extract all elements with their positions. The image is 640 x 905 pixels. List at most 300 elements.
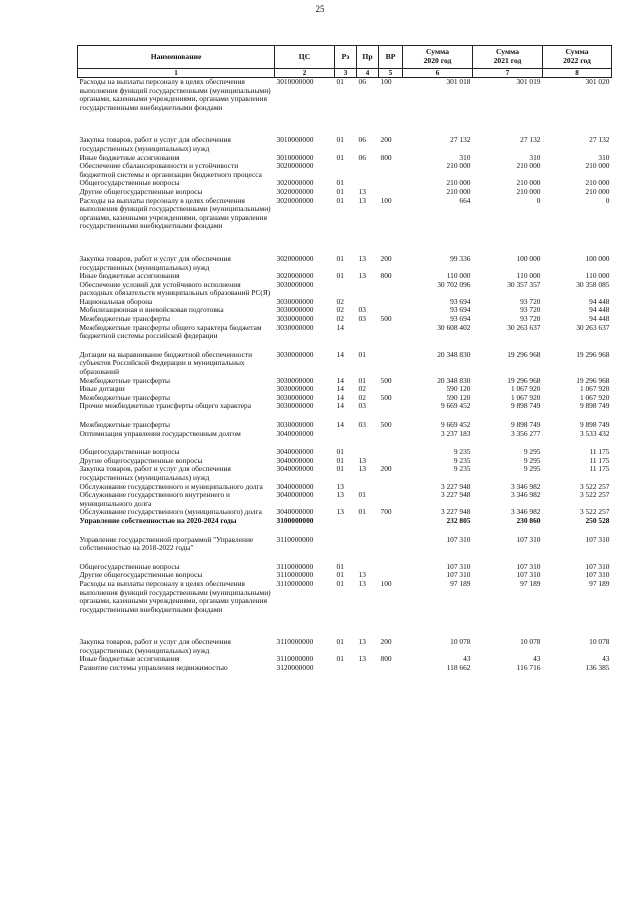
- row-name: Иные бюджетные ассигнования: [79, 272, 180, 281]
- row-sum-2020: 27 132: [450, 136, 471, 145]
- row-sum-2022: 250 528: [585, 516, 610, 525]
- row-code: 3030000000: [276, 402, 314, 411]
- table-row: [78, 154, 612, 163]
- row-name: Закупка товаров, работ и услуг для обеспечения государственных (муниципальных) нужд: [79, 465, 231, 482]
- row-pr: [357, 563, 379, 572]
- row-name: Межбюджетные трансферты общего характера бюджетам бюджетной системы российской федерации: [79, 323, 262, 341]
- row-vr: 100: [380, 196, 392, 205]
- table-row: [78, 162, 612, 179]
- row-vr: [379, 664, 403, 673]
- row-pr: [357, 517, 379, 526]
- row-sum-2021: 10 078: [520, 638, 541, 647]
- row-name: Закупка товаров, работ и услуг для обеспечения государственных (муниципальных) нужд: [79, 638, 231, 655]
- row-sum-2021: 3 346 982: [510, 482, 541, 491]
- row-rz: 01: [336, 655, 344, 664]
- row-spacer: [78, 438, 612, 448]
- row-pr: [357, 324, 379, 341]
- row-sum-2022: 3 522 257: [579, 482, 610, 491]
- row-sum-2022: 30 358 085: [576, 280, 610, 289]
- row-sum-2020: 20 348 830: [437, 376, 471, 385]
- row-rz: 01: [336, 571, 344, 580]
- table-row: [78, 465, 612, 482]
- row-sum-2022: 9 898 749: [579, 402, 610, 411]
- row-sum-2022: 301 020: [585, 77, 610, 86]
- table-row: [78, 508, 612, 517]
- row-sum-2020: 30 608 402: [437, 323, 471, 332]
- row-pr: [357, 664, 379, 673]
- row-vr: [379, 298, 403, 307]
- row-spacer: [78, 526, 612, 536]
- row-sum-2020: 93 694: [450, 297, 471, 306]
- table-header-row: [78, 46, 612, 69]
- row-vr: [379, 351, 403, 377]
- row-vr: 700: [380, 508, 392, 517]
- table-row: [78, 421, 612, 430]
- row-code: 3030000000: [276, 315, 314, 324]
- row-sum-2020: 93 694: [450, 315, 471, 324]
- row-name: Расходы на выплаты персоналу в целях обеспечения выполнения функций государственными (муниципальными) органами, казенными учреждениями, органами управления государственными внебюджетными фондами: [79, 77, 271, 112]
- row-sum-2022: 1 067 920: [579, 385, 610, 394]
- row-code: 3120000000: [276, 664, 314, 673]
- row-sum-2020: 301 018: [446, 77, 471, 86]
- row-sum-2021: 110 000: [516, 272, 541, 281]
- row-sum-2020: 10 078: [450, 638, 471, 647]
- row-pr: 13: [358, 272, 366, 281]
- row-name: Национальная оборона: [79, 297, 153, 306]
- row-vr: 500: [380, 315, 392, 324]
- row-name: Обеспечение сбалансированности и устойчивости бюджетной системы и организации бюджетного процесса: [79, 162, 262, 179]
- row-sum-2021: 107 310: [516, 535, 541, 544]
- row-rz: 01: [336, 77, 344, 86]
- row-vr: [379, 162, 403, 179]
- row-rz: 01: [336, 136, 344, 145]
- row-code: 3110000000: [276, 579, 314, 588]
- row-sum-2021: 0: [536, 196, 541, 205]
- row-sum-2022: 19 296 968: [576, 350, 610, 359]
- row-pr: 03: [358, 421, 366, 429]
- table-row: [78, 188, 612, 197]
- row-sum-2020: 664: [459, 196, 471, 205]
- row-code: 3030000000: [276, 376, 314, 385]
- row-pr: 03: [358, 402, 366, 411]
- row-pr: 13: [358, 571, 366, 580]
- row-rz: 01: [336, 187, 344, 196]
- row-code: 3040000000: [276, 465, 314, 474]
- row-vr: [379, 324, 403, 341]
- row-vr: 500: [380, 376, 392, 385]
- table-row: [78, 664, 612, 673]
- row-name: Общегосударственные вопросы: [79, 179, 180, 188]
- row-rz: 14: [336, 323, 344, 332]
- row-pr: 01: [358, 376, 366, 385]
- row-rz: 01: [336, 456, 344, 465]
- row-name: Управление собственностью на 2020-2024 годы: [79, 516, 237, 525]
- row-vr: 200: [380, 136, 392, 145]
- row-sum-2020: 210 000: [446, 162, 471, 171]
- row-sum-2022: 1 067 920: [579, 393, 610, 402]
- row-sum-2021: 3 356 277: [510, 429, 541, 438]
- row-vr: 100: [380, 77, 392, 86]
- row-spacer: [78, 341, 612, 351]
- row-code: 3110000000: [276, 655, 314, 664]
- table-row: [78, 78, 612, 113]
- row-pr: [357, 430, 379, 439]
- row-sum-2020: 210 000: [446, 187, 471, 196]
- row-rz: 01: [336, 638, 344, 647]
- table-row: [78, 197, 612, 231]
- row-sum-2020: 590 120: [446, 393, 471, 402]
- row-name: Обслуживание государственного и муниципального долга: [79, 482, 263, 491]
- table-row: [78, 255, 612, 272]
- row-vr: 500: [380, 421, 392, 429]
- row-sum-2022: 210 000: [585, 179, 610, 188]
- row-rz: 01: [336, 448, 344, 457]
- row-rz: 02: [336, 297, 344, 306]
- row-sum-2021: 30 263 637: [507, 323, 541, 332]
- row-pr: 02: [358, 393, 366, 402]
- row-pr: 13: [358, 196, 366, 205]
- row-rz: 01: [336, 579, 344, 588]
- col-number: 6: [403, 69, 473, 78]
- row-name: Другие общегосударственные вопросы: [79, 571, 203, 580]
- row-vr: [379, 281, 403, 298]
- row-sum-2022: 210 000: [585, 162, 610, 171]
- table-row: [78, 491, 612, 508]
- row-sum-2021: 9 295: [523, 456, 541, 465]
- row-vr: [379, 571, 403, 580]
- row-code: 3020000000: [276, 196, 314, 205]
- row-name: Иные дотации: [79, 385, 125, 394]
- row-pr: 01: [358, 350, 366, 359]
- row-sum-2020: 3 227 948: [440, 508, 471, 517]
- row-sum-2020: 3 227 948: [440, 482, 471, 491]
- col-number: 7: [473, 69, 543, 78]
- col-number: 8: [543, 69, 612, 78]
- row-rz: 13: [336, 482, 344, 491]
- row-pr: 13: [358, 465, 366, 474]
- row-name: Расходы на выплаты персоналу в целях обеспечения выполнения функций государственными (муниципальными) органами, казенными учреждениями, органами управления государственными внебюджетными фондами: [79, 196, 271, 231]
- page-number: 25: [315, 4, 325, 14]
- row-rz: 13: [336, 491, 344, 500]
- row-rz: 02: [336, 315, 344, 324]
- row-pr: 13: [358, 456, 366, 465]
- row-sum-2020: 310: [459, 153, 471, 162]
- row-sum-2020: 9 235: [453, 456, 471, 465]
- table-row: [78, 448, 612, 457]
- row-sum-2022: 310: [598, 153, 610, 162]
- row-pr: 13: [358, 579, 366, 588]
- row-pr: 06: [358, 136, 366, 145]
- row-code: 3040000000: [276, 508, 314, 517]
- row-rz: [335, 430, 357, 439]
- row-sum-2021: 93 720: [520, 306, 541, 315]
- row-name: Общегосударственные вопросы: [79, 448, 180, 457]
- row-code: 3110000000: [276, 638, 314, 647]
- row-sum-2021: 93 720: [520, 297, 541, 306]
- row-sum-2021: 107 310: [516, 562, 541, 571]
- table-row: [78, 351, 612, 377]
- table-row: [78, 315, 612, 324]
- spacer-cell: [78, 614, 612, 638]
- row-sum-2021: 230 860: [516, 516, 541, 525]
- row-sum-2022: 100 000: [585, 254, 610, 263]
- row-sum-2020: 118 662: [446, 664, 471, 673]
- row-sum-2022: 94 448: [589, 297, 610, 306]
- row-code: 3040000000: [276, 429, 314, 438]
- row-code: 3030000000: [276, 393, 314, 402]
- row-code: 3110000000: [276, 535, 314, 544]
- header-vr: ВР: [379, 46, 403, 69]
- row-sum-2022: 107 310: [585, 535, 610, 544]
- row-rz: 01: [336, 272, 344, 281]
- row-sum-2021: 301 019: [516, 77, 541, 86]
- row-sum-2021: 27 132: [520, 136, 541, 145]
- row-code: 3020000000: [276, 179, 314, 188]
- header-pr: Пр: [357, 46, 379, 69]
- row-vr: [379, 402, 403, 411]
- row-sum-2022: 19 296 968: [576, 376, 610, 385]
- row-sum-2022: 97 189: [589, 579, 610, 588]
- spacer-cell: [78, 438, 612, 448]
- row-vr: 800: [380, 272, 392, 281]
- row-name: Обслуживание государственного внутреннего и муниципального долга: [79, 491, 231, 508]
- row-sum-2020: 43: [463, 655, 471, 664]
- row-sum-2021: 1 067 920: [510, 385, 541, 394]
- budget-table: [77, 45, 612, 673]
- table-row: [78, 179, 612, 188]
- row-vr: [379, 457, 403, 466]
- row-code: 3110000000: [276, 562, 314, 571]
- row-sum-2020: 9 235: [453, 448, 471, 457]
- row-pr: 06: [358, 153, 366, 162]
- row-sum-2022: 110 000: [585, 272, 610, 281]
- table-body: [78, 78, 612, 673]
- table-row: [78, 281, 612, 298]
- row-name: Другие общегосударственные вопросы: [79, 187, 203, 196]
- row-sum-2021: 97 189: [520, 579, 541, 588]
- table-row: [78, 638, 612, 655]
- row-sum-2022: 43: [602, 655, 610, 664]
- col-number: 2: [275, 69, 335, 78]
- row-rz: [335, 664, 357, 673]
- row-name: Закупка товаров, работ и услуг для обеспечения государственных (муниципальных) нужд: [79, 254, 231, 272]
- row-rz: 14: [336, 385, 344, 394]
- row-rz: 01: [336, 196, 344, 205]
- row-name: Иные бюджетные ассигнования: [79, 153, 180, 162]
- row-rz: 01: [336, 254, 344, 263]
- row-sum-2020: 93 694: [450, 306, 471, 315]
- row-rz: 02: [336, 306, 344, 315]
- row-vr: [379, 179, 403, 188]
- row-rz: 14: [336, 393, 344, 402]
- row-spacer: [78, 614, 612, 638]
- row-spacer: [78, 553, 612, 563]
- row-pr: 03: [358, 306, 366, 315]
- row-sum-2021: 107 310: [516, 571, 541, 580]
- row-code: 3020000000: [276, 272, 314, 281]
- row-name: Мобилизационная и вневойсковая подготовка: [79, 306, 224, 315]
- row-sum-2022: 3 522 257: [579, 491, 610, 500]
- row-code: 3030000000: [276, 306, 314, 315]
- row-code: 3020000000: [276, 162, 314, 171]
- row-name: Управление государственной программой "Управление собственностью на 2018-2022 годы": [79, 535, 254, 553]
- row-pr: [357, 483, 379, 492]
- row-vr: [379, 536, 403, 553]
- row-code: 3020000000: [276, 254, 314, 263]
- row-pr: 13: [358, 655, 366, 664]
- row-sum-2022: 94 448: [589, 306, 610, 315]
- row-sum-2022: 11 175: [589, 448, 610, 457]
- row-code: 3040000000: [276, 482, 314, 491]
- row-sum-2021: 310: [529, 153, 541, 162]
- row-sum-2022: 107 310: [585, 562, 610, 571]
- row-sum-2022: 11 175: [589, 456, 610, 465]
- row-name: Закупка товаров, работ и услуг для обеспечения государственных (муниципальных) нужд: [79, 136, 231, 153]
- row-code: 3030000000: [276, 297, 314, 306]
- row-pr: [357, 179, 379, 188]
- spacer-cell: [78, 231, 612, 255]
- row-sum-2021: 19 296 968: [507, 376, 541, 385]
- row-sum-2021: 3 346 982: [510, 508, 541, 517]
- row-sum-2020: 3 237 183: [440, 429, 471, 438]
- row-name: Обслуживание государственного (муниципального) долга: [79, 508, 262, 517]
- row-vr: 100: [380, 579, 392, 588]
- table-row: [78, 385, 612, 394]
- row-spacer: [78, 411, 612, 421]
- header-sum-2020: Сумма 2020 год: [403, 46, 473, 69]
- row-vr: [379, 491, 403, 508]
- row-name: Межбюджетные трансферты: [79, 376, 170, 385]
- table-row: [78, 377, 612, 386]
- row-vr: 200: [380, 638, 392, 647]
- table-row: [78, 430, 612, 439]
- row-vr: [379, 483, 403, 492]
- row-sum-2021: 210 000: [516, 179, 541, 188]
- spacer-cell: [78, 112, 612, 136]
- table-row: [78, 298, 612, 307]
- row-sum-2021: 210 000: [516, 162, 541, 171]
- row-pr: [357, 536, 379, 553]
- row-rz: [335, 536, 357, 553]
- row-code: 3110000000: [276, 571, 314, 580]
- row-rz: [335, 517, 357, 526]
- row-pr: [357, 281, 379, 298]
- row-rz: 01: [336, 179, 344, 188]
- header-sum-2021: Сумма 2021 год: [473, 46, 543, 69]
- row-code: 3040000000: [276, 456, 314, 465]
- row-vr: 800: [380, 153, 392, 162]
- row-sum-2021: 100 000: [516, 254, 541, 263]
- row-spacer: [78, 231, 612, 255]
- row-code: 3010000000: [276, 136, 314, 145]
- row-code: 3030000000: [276, 421, 314, 429]
- row-vr: [379, 306, 403, 315]
- row-name: Иные бюджетные ассигнования: [79, 655, 180, 664]
- row-pr: 01: [358, 508, 366, 517]
- row-sum-2020: 107 310: [446, 571, 471, 580]
- table-row: [78, 306, 612, 315]
- spacer-cell: [78, 341, 612, 351]
- table-row: [78, 571, 612, 580]
- row-sum-2021: 9 295: [523, 465, 541, 474]
- row-vr: [379, 563, 403, 572]
- col-number: 3: [335, 69, 357, 78]
- row-pr: 13: [358, 187, 366, 196]
- row-name: Оптимизация управления государственным долгом: [79, 429, 241, 438]
- header-name: Наименование: [78, 46, 275, 69]
- row-pr: 13: [358, 638, 366, 647]
- row-vr: [379, 517, 403, 526]
- row-vr: [379, 385, 403, 394]
- row-sum-2020: 20 348 830: [437, 350, 471, 359]
- row-sum-2021: 93 720: [520, 315, 541, 324]
- table-row: [78, 483, 612, 492]
- row-sum-2022: 3 522 257: [579, 508, 610, 517]
- row-sum-2020: 107 310: [446, 535, 471, 544]
- row-name: Другие общегосударственные вопросы: [79, 456, 203, 465]
- spacer-cell: [78, 526, 612, 536]
- row-sum-2020: 3 227 948: [440, 491, 471, 500]
- row-sum-2022: 9 898 749: [579, 421, 610, 429]
- row-rz: 01: [336, 465, 344, 474]
- row-sum-2022: 3 533 432: [579, 429, 610, 438]
- row-code: 3040000000: [276, 491, 314, 500]
- row-sum-2020: 9 669 452: [440, 421, 471, 429]
- row-sum-2021: 1 067 920: [510, 393, 541, 402]
- row-rz: 01: [336, 562, 344, 571]
- row-sum-2022: 0: [605, 196, 610, 205]
- table-row: [78, 402, 612, 411]
- row-sum-2020: 97 189: [450, 579, 471, 588]
- row-rz: [335, 162, 357, 179]
- row-sum-2022: 210 000: [585, 187, 610, 196]
- row-vr: [379, 188, 403, 197]
- row-sum-2020: 9 235: [453, 465, 471, 474]
- row-pr: [357, 448, 379, 457]
- row-sum-2021: 43: [533, 655, 541, 664]
- row-rz: 14: [336, 350, 344, 359]
- row-sum-2022: 94 448: [589, 315, 610, 324]
- table-row: [78, 394, 612, 403]
- row-pr: 06: [358, 77, 366, 86]
- row-name: Развитие системы управления недвижимостью: [79, 664, 228, 673]
- row-code: 3020000000: [276, 187, 314, 196]
- row-sum-2020: 210 000: [446, 179, 471, 188]
- row-rz: 14: [336, 376, 344, 385]
- col-number: 5: [379, 69, 403, 78]
- row-code: 3030000000: [276, 350, 314, 359]
- col-number: 4: [357, 69, 379, 78]
- row-rz: 14: [336, 421, 344, 429]
- row-vr: 200: [380, 254, 392, 263]
- row-name: Общегосударственные вопросы: [79, 562, 180, 571]
- row-sum-2022: 136 385: [585, 664, 610, 673]
- row-sum-2022: 10 078: [589, 638, 610, 647]
- row-rz: 01: [336, 153, 344, 162]
- row-vr: 200: [380, 465, 392, 474]
- row-sum-2020: 232 805: [446, 516, 471, 525]
- row-code: 3010000000: [276, 153, 314, 162]
- row-sum-2020: 107 310: [446, 562, 471, 571]
- row-sum-2022: 107 310: [585, 571, 610, 580]
- header-rz: Рз: [335, 46, 357, 69]
- row-code: 3010000000: [276, 77, 314, 86]
- row-name: Дотации на выравнивание бюджетной обеспеченности субъектов Российской Федерации и муниципальных образований: [79, 350, 253, 377]
- spacer-cell: [78, 411, 612, 421]
- row-rz: [335, 281, 357, 298]
- row-sum-2022: 27 132: [589, 136, 610, 145]
- table-row: [78, 517, 612, 526]
